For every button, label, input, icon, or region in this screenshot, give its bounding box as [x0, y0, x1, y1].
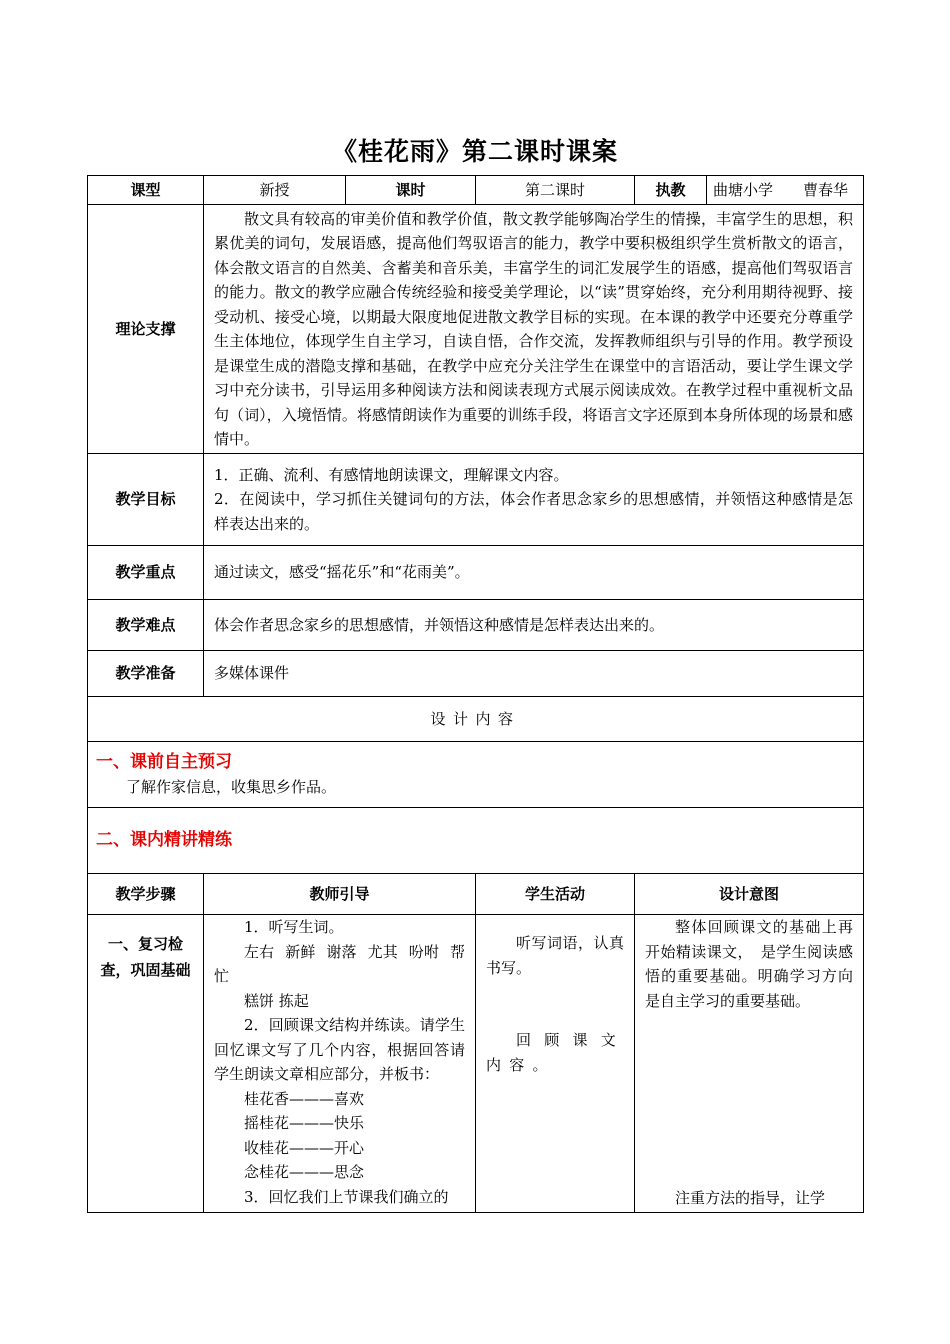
theory-label: 理论支撑	[88, 205, 204, 454]
header-row	[88, 176, 864, 205]
section1-row	[88, 742, 864, 808]
period-value: 第二课时	[476, 176, 635, 205]
teacher-line: 收桂花———开心	[244, 1138, 365, 1157]
goal-item: 1．正确、流利、有感情地朗读课文，理解课文内容。	[214, 465, 569, 484]
teacher-line: 左右 新鲜 谢落 尤其 吩咐 帮忙	[214, 942, 465, 985]
col-header-teacher: 教师引导	[204, 874, 476, 915]
difficulties-label: 教学难点	[88, 600, 204, 651]
section1-heading: 一、课前自主预习	[96, 752, 232, 772]
teacher-line: 念桂花———思念	[244, 1163, 365, 1181]
key-points-row	[88, 546, 864, 600]
teacher-line: 1．听写生词。	[244, 918, 344, 936]
goals-row	[88, 454, 864, 546]
design-header-row	[88, 697, 864, 742]
intent-line: 注重方法的指导，让学	[675, 1188, 826, 1207]
preparation-label: 教学准备	[88, 651, 204, 697]
teacher-line: 桂花香———喜欢	[244, 1089, 365, 1108]
goals-content	[204, 454, 864, 546]
teacher-value: 曲塘小学 曹春华	[707, 176, 864, 205]
lesson-plan-table	[87, 175, 864, 1213]
student-line: 听写词语，认真书写。	[486, 934, 625, 977]
section2-heading: 二、课内精讲精练	[96, 830, 232, 850]
goals-label: 教学目标	[88, 454, 204, 546]
design-header: 设计内容	[88, 697, 864, 742]
steps-header-row	[88, 874, 864, 915]
teacher-line: 3．回忆我们上节课我们确立的	[244, 1187, 449, 1206]
type-value: 新授	[204, 176, 346, 205]
section2-row	[88, 808, 864, 874]
col-header-intent: 设计意图	[635, 874, 864, 915]
theory-row	[88, 205, 864, 454]
preparation-text: 多媒体课件	[204, 651, 864, 697]
step1-row	[88, 915, 864, 1213]
type-label: 课型	[88, 176, 204, 205]
intent-line: 整体回顾课文的基础上再开始精读课文， 是学生阅读感悟的重要基础。明确学习方向是自主学习的重要基础。	[645, 918, 854, 1010]
step1-teacher	[204, 915, 476, 1213]
theory-text: 散文具有较高的审美价值和教学价值，散文教学能够陶冶学生的情操，丰富学生的思想，积累优美的词句，发展语感，提高他们驾驭语言的能力，教学中要积极组织学生赏析散文的语言，体会散文语言的自然美、含蓄美和音乐美，丰富学生的词汇发展学生的语感，提高他们驾驭语言的能力。散文的教学应融合传统经验和接受美学理论，以“读”贯穿始终，充分利用期待视野、接受动机、接受心境，以期最大限度地促进散文教学目标的实现。在本课的教学中还要充分尊重学生主体地位，体现学生自主学习，自读自悟，合作交流，发挥教师组织与引导的作用。教学预设是课堂生成的潜隐支撑和基础，在教学中应充分关注学生在课堂中的言语活动，要让学生课文学习中充分读书，引导运用多种阅读方法和阅读表现方式展示阅读成效。在教学过程中重视析文品句（词），入境悟情。将感情朗读作为重要的训练手段，将语言文字还原到本身所体现的场景和感情中。	[204, 205, 864, 454]
page-title: 《桂花雨》第二课时课案	[331, 137, 618, 166]
student-line: 回顾课文内容。	[486, 1031, 625, 1074]
step1-label: 一、复习检查，巩固基础	[88, 915, 204, 1213]
teacher-label: 执教	[635, 176, 707, 205]
key-points-text: 通过读文，感受“摇花乐”和“花雨美”。	[204, 546, 864, 600]
teacher-line: 2．回顾课文结构并练读。请学生回忆课文写了几个内容，根据回答请学生朗读文章相应部分，并板书：	[214, 1016, 465, 1083]
preparation-row	[88, 651, 864, 697]
step1-student	[476, 915, 635, 1213]
step1-intent	[635, 915, 864, 1213]
period-label: 课时	[346, 176, 476, 205]
section1-cell	[88, 742, 864, 808]
difficulties-text: 体会作者思念家乡的思想感情，并领悟这种感情是怎样表达出来的。	[204, 600, 864, 651]
col-header-step: 教学步骤	[88, 874, 204, 915]
teacher-line: 糕饼 拣起	[244, 991, 309, 1010]
difficulties-row	[88, 600, 864, 651]
section2-cell	[88, 808, 864, 874]
goal-item: 2．在阅读中，学习抓住关键词句的方法，体会作者思念家乡的思想感情，并领悟这种感情是怎样表达出来的。	[214, 490, 854, 533]
teacher-line: 摇桂花———快乐	[244, 1114, 365, 1132]
col-header-student: 学生活动	[476, 874, 635, 915]
key-points-label: 教学重点	[88, 546, 204, 600]
section1-text: 了解作家信息，收集思乡作品。	[126, 777, 337, 796]
